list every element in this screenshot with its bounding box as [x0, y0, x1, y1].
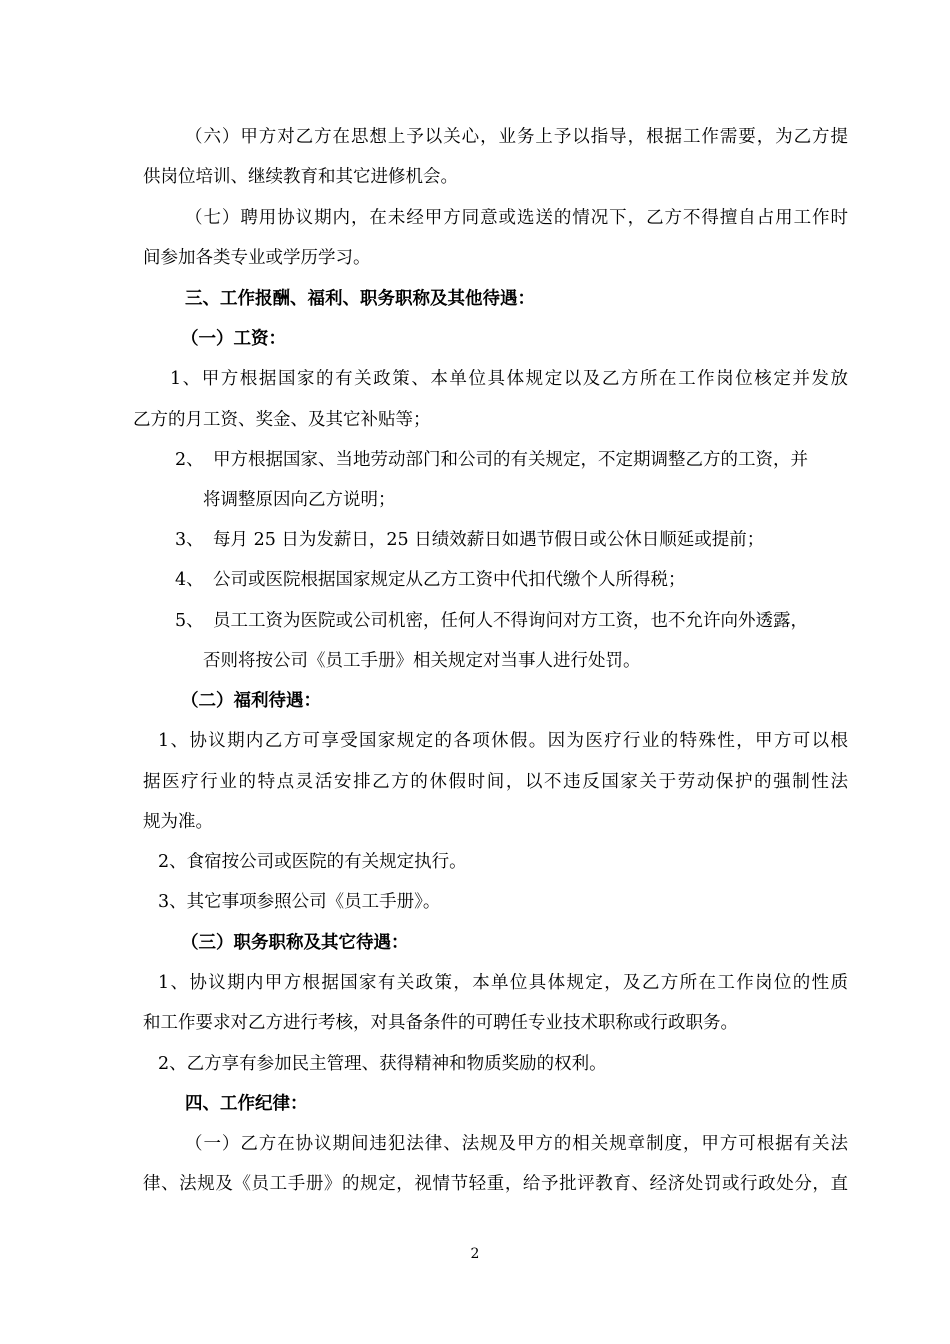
- wage-item-2-text: 甲方根据国家、当地劳动部门和公司的有关规定，不定期调整乙方的工资，并: [213, 450, 808, 470]
- title-item-1-line-2: 和工作要求对乙方进行考核，对具备条件的可聘任专业技术职称或行政职务。: [143, 1013, 738, 1033]
- wage-item-3-text: 每月 25 日为发薪日，25 日绩效薪日如遇节假日或公休日顺延或提前；: [213, 530, 765, 550]
- section-3-heading: 三、工作报酬、福利、职务职称及其他待遇：: [185, 289, 535, 309]
- section-4-heading: 四、工作纪律：: [185, 1094, 308, 1114]
- wage-item-1-line-2: 乙方的月工资、奖金、及其它补贴等；: [133, 410, 431, 430]
- paragraph-7-line-2: 间参加各类专业或学历学习。: [143, 248, 371, 268]
- wage-item-5-line-2: 否则将按公司《员工手册》相关规定对当事人进行处罚。: [203, 651, 641, 671]
- wage-item-5-number: 5、: [175, 611, 204, 631]
- title-item-1-line-1: 1、协议期内甲方根据国家有关政策，本单位具体规定，及乙方所在工作岗位的性质: [158, 973, 848, 993]
- title-subheading: （三）职务职称及其它待遇：: [181, 933, 409, 953]
- wage-item-3: [175, 528, 764, 552]
- welfare-item-1-line-3: 规为准。: [143, 812, 213, 832]
- wage-item-5-text: 员工工资为医院或公司机密，任何人不得询问对方工资，也不允许向外透露，: [213, 611, 808, 631]
- wage-item-3-number: 3、: [175, 530, 204, 550]
- discipline-item-1-line-2: 律、法规及《员工手册》的规定，视情节轻重，给予批评教育、经济处罚或行政处分，直: [143, 1174, 848, 1194]
- paragraph-6-line-2: 供岗位培训、继续教育和其它进修机会。: [143, 167, 458, 187]
- wage-item-4: [175, 568, 686, 592]
- wage-item-1-line-1: 1、甲方根据国家的有关政策、本单位具体规定以及乙方所在工作岗位核定并发放: [170, 369, 848, 389]
- wage-item-5-line-1: [175, 609, 808, 633]
- wage-item-2-number: 2、: [175, 450, 204, 470]
- welfare-item-1-line-2: 据医疗行业的特点灵活安排乙方的休假时间，以不违反国家关于劳动保护的强制性法: [143, 772, 848, 792]
- paragraph-6-line-1: （六）甲方对乙方在思想上予以关心，业务上予以指导，根据工作需要，为乙方提: [185, 127, 848, 147]
- wage-item-4-text: 公司或医院根据国家规定从乙方工资中代扣代缴个人所得税；: [213, 570, 686, 590]
- wage-subheading: （一）工资：: [181, 329, 286, 349]
- title-item-2: 2、乙方享有参加民主管理、获得精神和物质奖励的权利。: [158, 1054, 607, 1074]
- wage-item-2-line-1: [175, 448, 848, 472]
- discipline-item-1-line-1: （一）乙方在协议期间违犯法律、法规及甲方的相关规章制度，甲方可根据有关法: [185, 1134, 848, 1154]
- wage-item-2-line-2: 将调整原因向乙方说明；: [203, 490, 396, 510]
- welfare-item-2: 2、食宿按公司或医院的有关规定执行。: [158, 852, 467, 872]
- paragraph-7-line-1: （七）聘用协议期内，在未经甲方同意或选送的情况下，乙方不得擅自占用工作时: [185, 208, 848, 228]
- welfare-item-3: 3、其它事项参照公司《员工手册》。: [158, 892, 441, 912]
- welfare-subheading: （二）福利待遇：: [181, 691, 321, 711]
- page-number: 2: [470, 1246, 480, 1262]
- welfare-item-1-line-1: 1、协议期内乙方可享受国家规定的各项休假。因为医疗行业的特殊性，甲方可以根: [158, 731, 848, 751]
- wage-item-4-number: 4、: [175, 570, 204, 590]
